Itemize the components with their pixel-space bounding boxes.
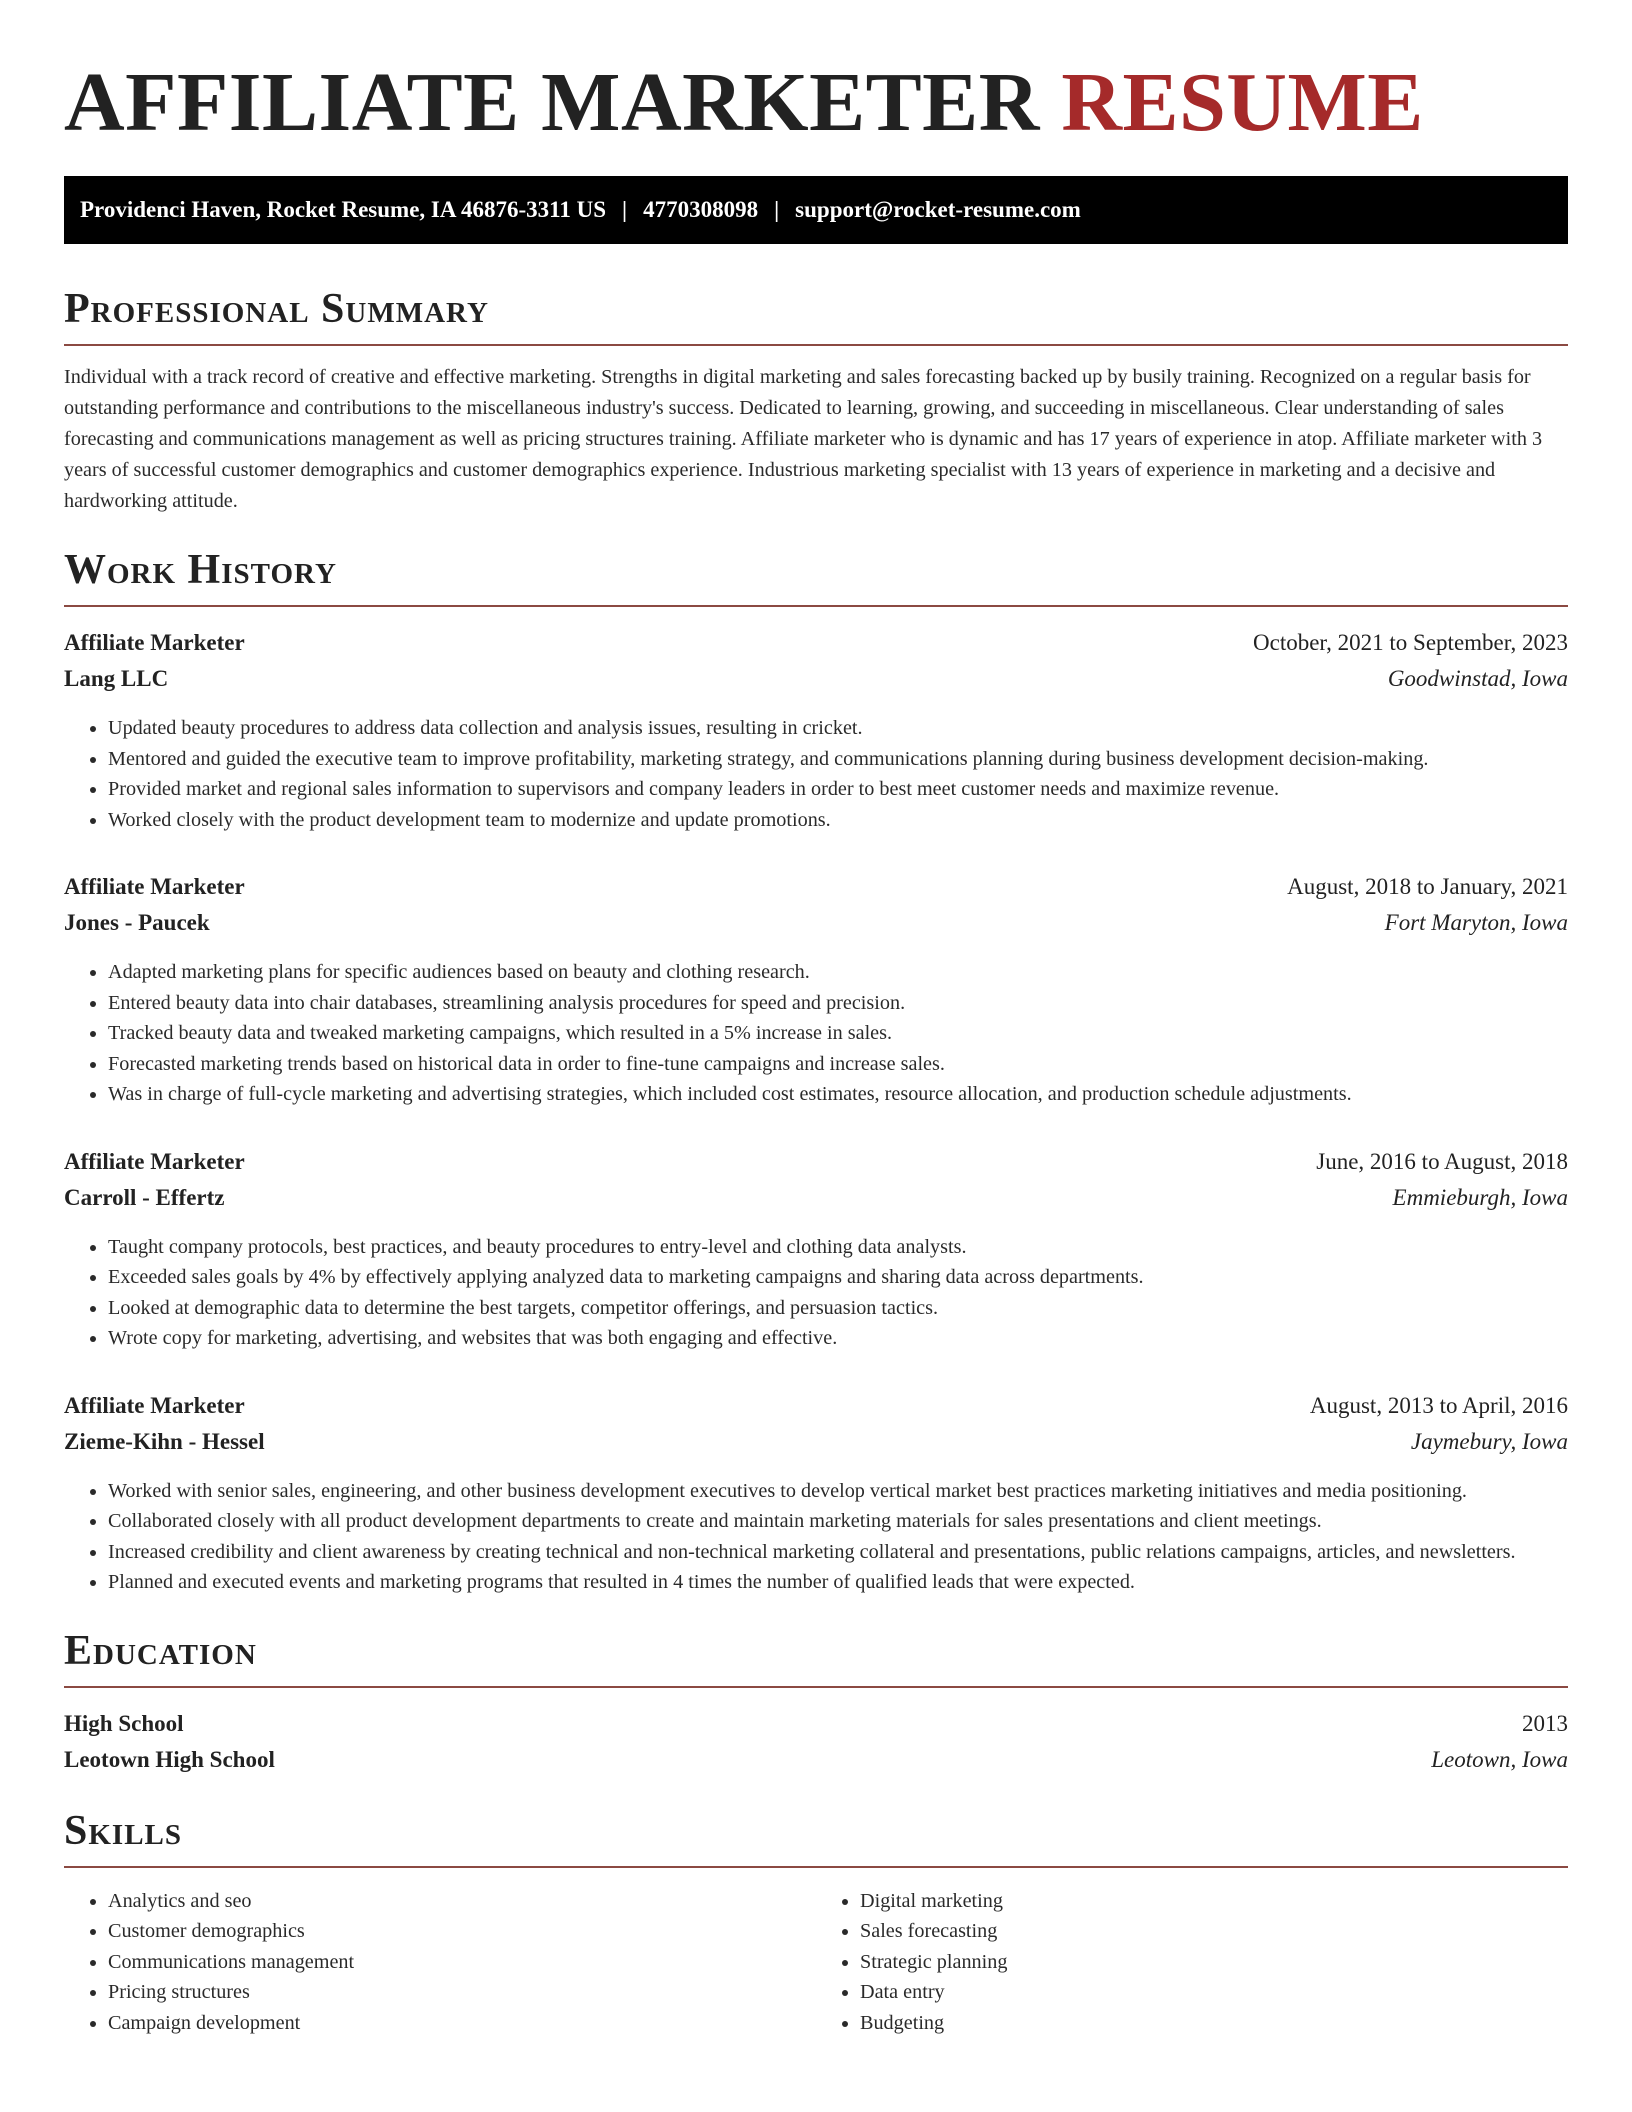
job-bullets: [64, 957, 1568, 1110]
section-heading: Professional Summary: [64, 286, 1568, 346]
skills-grid: [64, 1886, 1568, 2039]
skill-item: • Digital marketing: [860, 1886, 1568, 1917]
list-item: • Worked closely with the product development team to modernize and update promotions.: [108, 805, 1568, 836]
list-item: • Collaborated closely with all product development departments to create and maintain marketing materials for sales presentations and client meetings.: [108, 1506, 1568, 1537]
skill-item: • Customer demographics: [108, 1916, 816, 1947]
title-accent: RESUME: [1061, 56, 1424, 149]
professional-summary-section: [64, 286, 1568, 517]
job-entry: [64, 1148, 1568, 1354]
education-location: Leotown, Iowa: [1431, 1746, 1568, 1772]
job-entry: [64, 629, 1568, 835]
list-item: • Updated beauty procedures to address data collection and analysis issues, resulting in cricket.: [108, 713, 1568, 744]
skills-section: [64, 1808, 1568, 2039]
job-dates: June, 2016 to August, 2018: [1316, 1148, 1568, 1174]
education-year: 2013: [1522, 1710, 1568, 1736]
skill-item: • Data entry: [860, 1977, 1568, 2008]
education-entry: [64, 1710, 1568, 1774]
job-role: Affiliate Marketer: [64, 1148, 245, 1174]
job-bullets: [64, 1232, 1568, 1354]
section-heading: Skills: [64, 1808, 1568, 1868]
job-entry: [64, 873, 1568, 1110]
skill-item: • Campaign development: [108, 2008, 816, 2039]
list-item: • Provided market and regional sales information to supervisors and company leaders in order to best meet customer needs and maximize revenue.: [108, 774, 1568, 805]
job-role: Affiliate Marketer: [64, 630, 245, 655]
skills-column-right: [816, 1886, 1568, 2039]
job-bullets: [64, 713, 1568, 835]
section-heading: Work History: [64, 547, 1568, 607]
job-company: Carroll - Effertz: [64, 1184, 225, 1210]
list-item: • Mentored and guided the executive team to improve profitability, marketing strategy, and communications planning during business development decision-making.: [108, 744, 1568, 775]
skills-column-left: [64, 1886, 816, 2039]
contact-bar: [64, 176, 1568, 244]
job-location: Goodwinstad, Iowa: [1387, 666, 1568, 691]
job-company: Jones - Paucek: [64, 910, 210, 935]
title-main: AFFILIATE MARKETER: [64, 56, 1040, 149]
contact-phone[interactable]: 4770308098: [643, 197, 759, 222]
list-item: • Entered beauty data into chair databases, streamlining analysis procedures for speed and precision.: [108, 988, 1568, 1019]
resume-title: [64, 0, 1568, 160]
list-item: • Worked with senior sales, engineering, and other business development executives to develop vertical market best practices marketing initiatives and media positioning.: [108, 1476, 1568, 1507]
job-location: Jaymebury, Iowa: [1410, 1428, 1568, 1454]
list-item: • Exceeded sales goals by 4% by effectively applying analyzed data to marketing campaigns and sharing data across departments.: [108, 1262, 1568, 1293]
job-role: Affiliate Marketer: [64, 1392, 245, 1418]
summary-text: Individual with a track record of creative and effective marketing. Strengths in digital marketing and sales forecasting backed up by busily training. Recognized on a regular basis for outstanding performance and contributions to the miscellaneous industry's success. Dedicated to learning, growing, and succeeding in miscellaneous. Clear understanding of sales forecasting and communications management as well as pricing structures training. Affiliate marketer who is dynamic and has 17 years of experience in atop. Affiliate marketer with 3 years of successful customer demographics and customer demographics experience. Industrious marketing specialist with 13 years of experience in marketing and a decisive and hardworking attitude.: [64, 366, 1543, 512]
list-item: • Taught company protocols, best practices, and beauty procedures to entry-level and clothing data analysts.: [108, 1232, 1568, 1263]
job-location: Fort Maryton, Iowa: [1384, 910, 1568, 935]
skill-item: • Budgeting: [860, 2008, 1568, 2039]
education-degree: High School: [64, 1710, 184, 1736]
education-school: Leotown High School: [64, 1746, 275, 1772]
education-section: [64, 1628, 1568, 1774]
list-item: • Wrote copy for marketing, advertising, and websites that was both engaging and effective.: [108, 1323, 1568, 1354]
list-item: • Looked at demographic data to determine the best targets, competitor offerings, and persuasion tactics.: [108, 1293, 1568, 1324]
job-location: Emmieburgh, Iowa: [1392, 1184, 1568, 1210]
skill-item: • Communications management: [108, 1947, 816, 1978]
job-dates: October, 2021 to September, 2023: [1253, 630, 1568, 655]
job-company: Zieme-Kihn - Hessel: [64, 1428, 265, 1454]
list-item: • Was in charge of full-cycle marketing and advertising strategies, which included cost estimates, resource allocation, and production schedule adjustments.: [108, 1079, 1568, 1110]
skill-item: • Pricing structures: [108, 1977, 816, 2008]
list-item: • Tracked beauty data and tweaked marketing campaigns, which resulted in a 5% increase in sales.: [108, 1018, 1568, 1049]
job-entry: [64, 1392, 1568, 1598]
work-history-section: [64, 547, 1568, 1598]
contact-email[interactable]: support@rocket-resume.com: [795, 197, 1081, 222]
job-bullets: [64, 1476, 1568, 1598]
skill-item: • Analytics and seo: [108, 1886, 816, 1917]
contact-separator: |: [622, 197, 628, 222]
skill-item: • Sales forecasting: [860, 1916, 1568, 1947]
job-dates: August, 2018 to January, 2021: [1287, 874, 1568, 899]
skill-item: • Strategic planning: [860, 1947, 1568, 1978]
job-dates: August, 2013 to April, 2016: [1309, 1392, 1568, 1418]
list-item: • Forecasted marketing trends based on historical data in order to fine-tune campaigns and increase sales.: [108, 1049, 1568, 1080]
contact-separator: |: [774, 197, 780, 222]
contact-address: Providenci Haven, Rocket Resume, IA 46876-3311 US: [80, 197, 607, 222]
job-role: Affiliate Marketer: [64, 874, 245, 899]
list-item: • Increased credibility and client awareness by creating technical and non-technical marketing collateral and presentations, public relations campaigns, articles, and newsletters.: [108, 1537, 1568, 1568]
list-item: • Planned and executed events and marketing programs that resulted in 4 times the number of qualified leads that were expected.: [108, 1567, 1568, 1598]
section-heading: Education: [64, 1628, 1568, 1688]
job-company: Lang LLC: [64, 666, 169, 691]
list-item: • Adapted marketing plans for specific audiences based on beauty and clothing research.: [108, 957, 1568, 988]
